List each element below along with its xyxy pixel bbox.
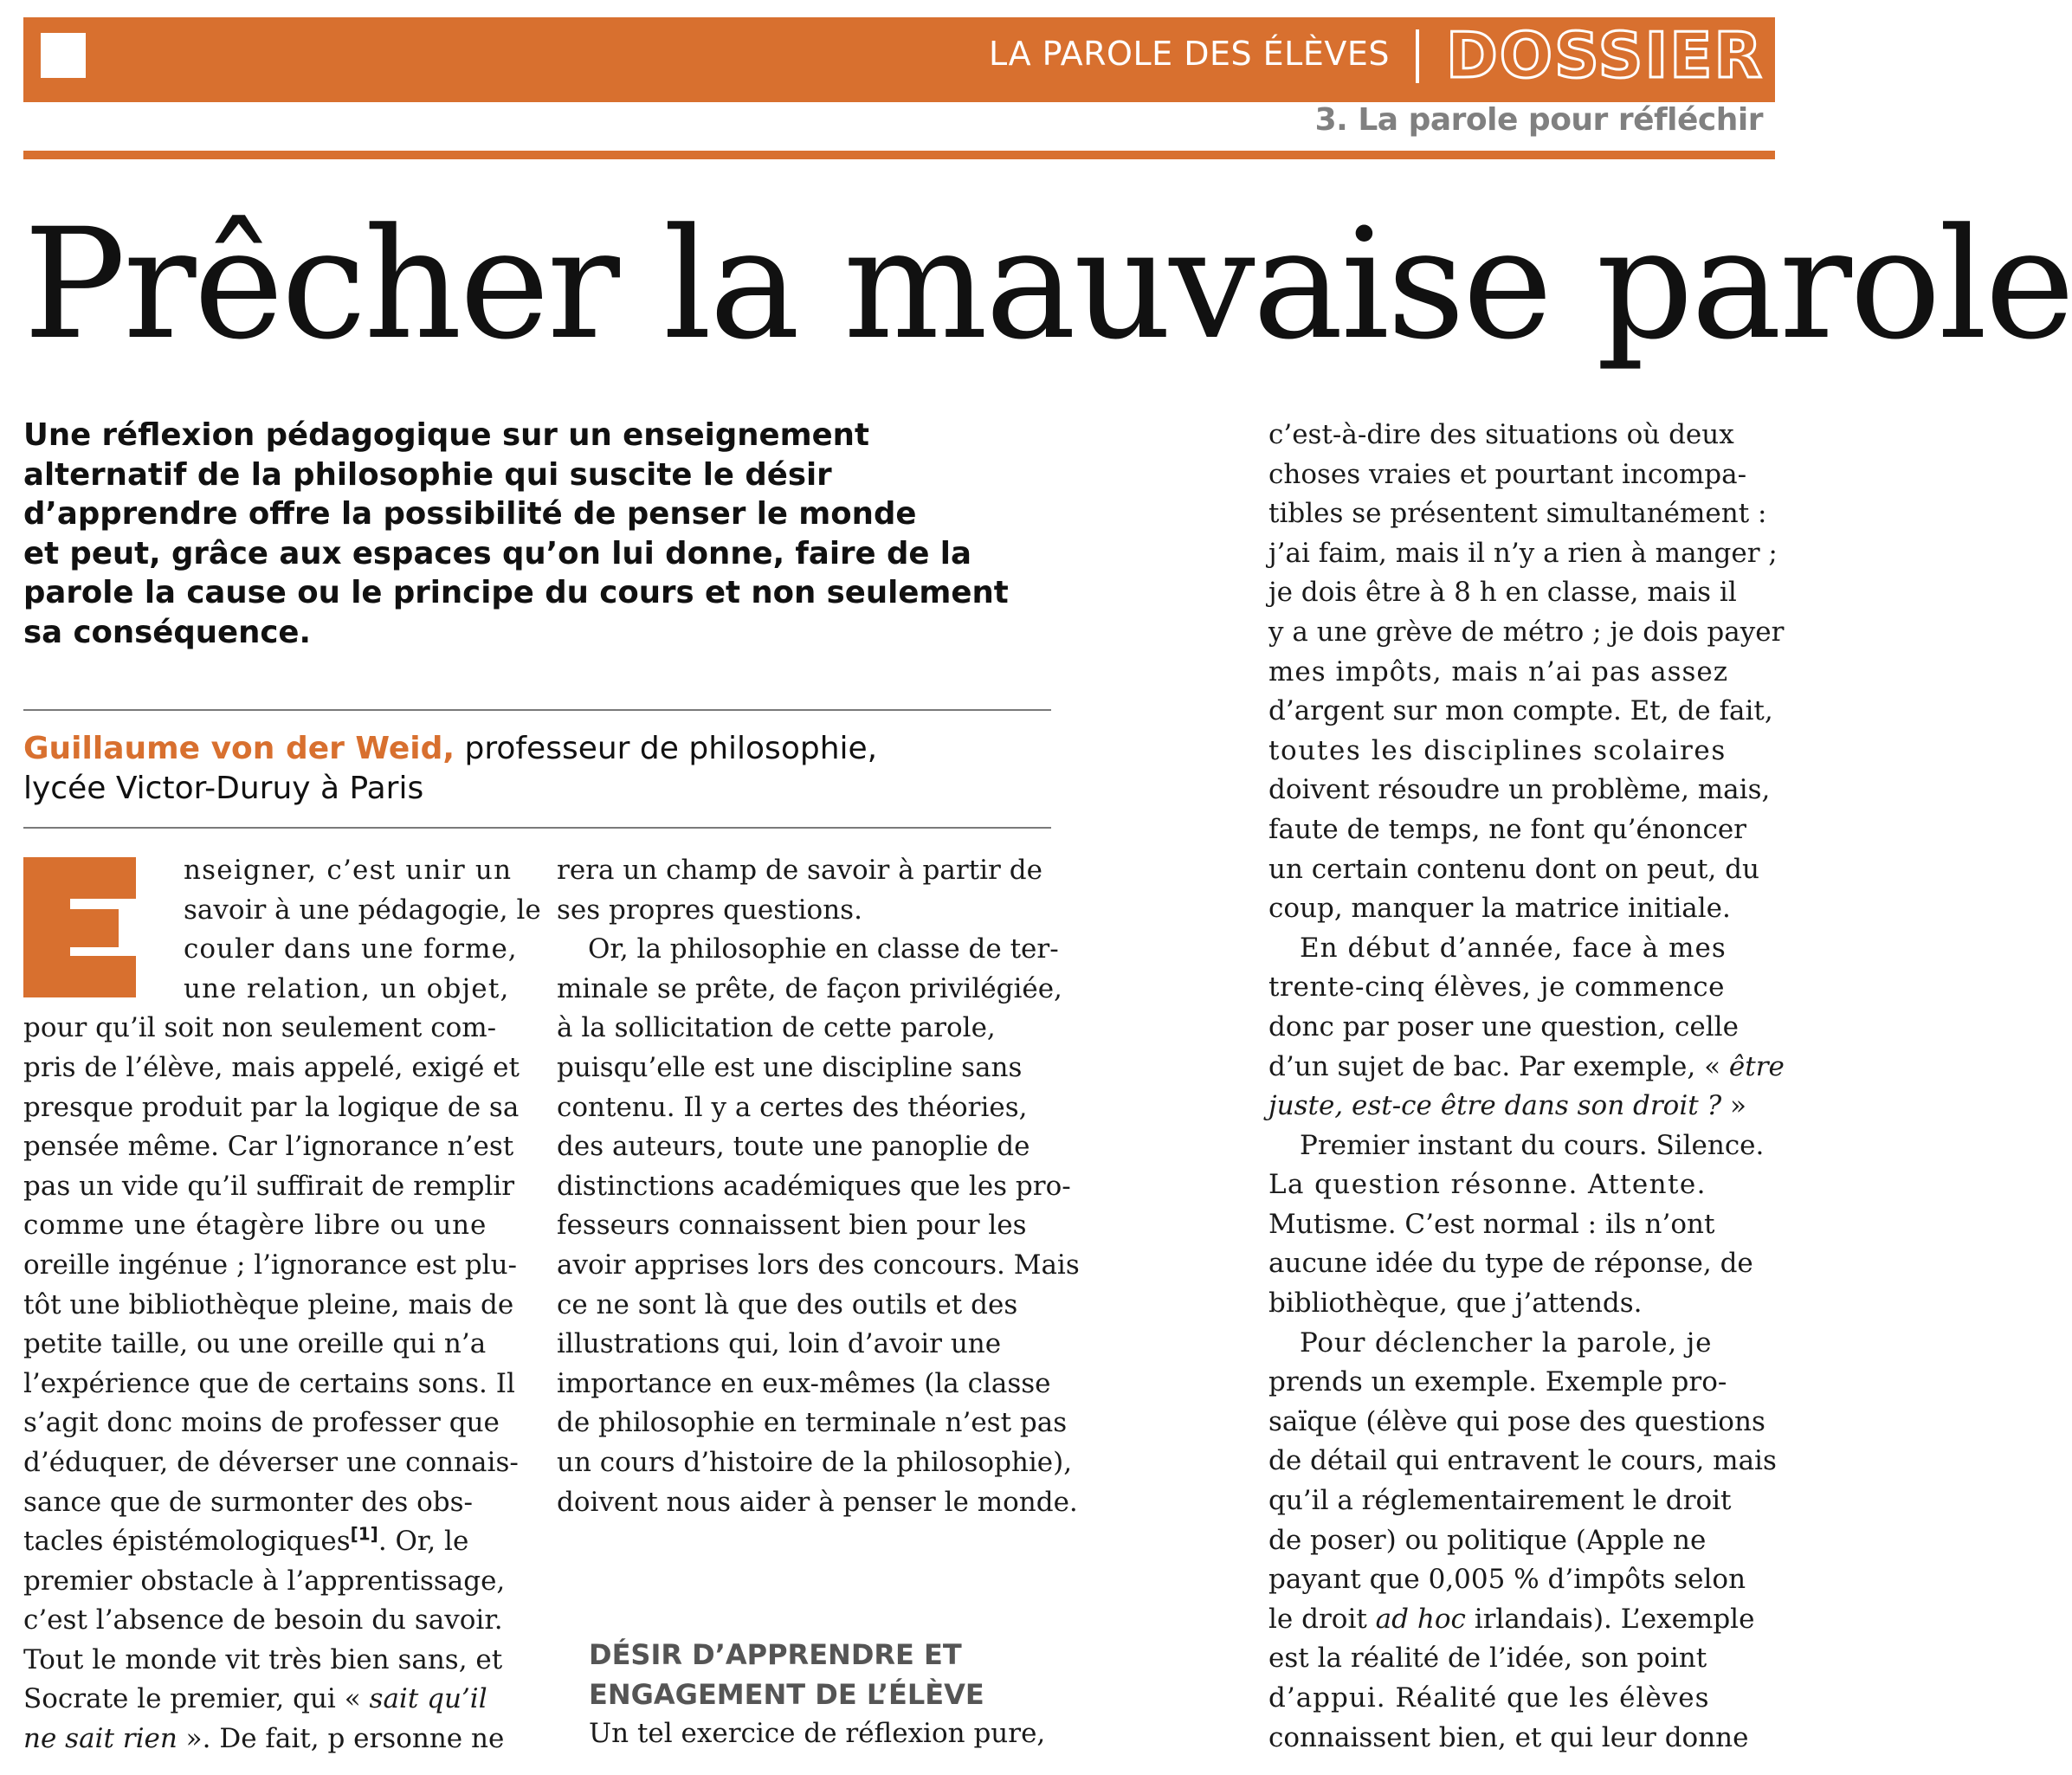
body-line: sance que de surmonter des obs- bbox=[23, 1486, 474, 1518]
body-text: Socrate le premier, qui « bbox=[23, 1683, 370, 1715]
lead-line: Une réflexion pédagogique sur un enseignement bbox=[23, 417, 869, 453]
body-line: comme une étagère libre ou une bbox=[23, 1210, 487, 1242]
subsection-title: 3. La parole pour réfléchir bbox=[1314, 102, 1763, 138]
body-line: presque produit par la logique de sa bbox=[23, 1091, 520, 1123]
body-line: avoir apprises lors des concours. Mais bbox=[557, 1249, 1080, 1281]
lead-line: sa conséquence. bbox=[23, 614, 311, 650]
body-line: faute de temps, ne font qu’énoncer bbox=[1268, 813, 1746, 845]
body-line: Pour déclencher la parole, je bbox=[1300, 1326, 1713, 1359]
body-line: toutes les disciplines scolaires bbox=[1268, 734, 1727, 766]
body-line: de détail qui entravent le cours, mais bbox=[1268, 1445, 1777, 1477]
body-line: premier obstacle à l’apprentissage, bbox=[23, 1565, 506, 1597]
lead-line: d’apprendre offre la possibilité de penser le monde bbox=[23, 496, 917, 532]
body-line: trente-cinq élèves, je commence bbox=[1268, 971, 1726, 1004]
body-line: qu’il a réglementairement le droit bbox=[1268, 1485, 1732, 1517]
body-line: payant que 0,005 % d’impôts selon bbox=[1268, 1564, 1746, 1596]
body-line bbox=[23, 1720, 517, 1759]
body-line: minale se prête, de façon privilégiée, bbox=[557, 972, 1062, 1004]
quote-text: sait qu’il bbox=[369, 1683, 487, 1715]
column-2 bbox=[557, 851, 1080, 1522]
lead-line: alternatif de la philosophie qui suscite le désir bbox=[23, 456, 832, 493]
body-line: fesseurs connaissent bien pour les bbox=[557, 1210, 1027, 1242]
header-square-icon bbox=[41, 33, 86, 78]
body-line: puisqu’elle est une discipline sans bbox=[557, 1051, 1023, 1083]
body-line: importance en eux-mêmes (la classe bbox=[557, 1367, 1051, 1399]
body-line: Or, la philosophie en classe de ter- bbox=[588, 933, 1059, 965]
author-role: professeur de philosophie, bbox=[455, 731, 878, 766]
body-line: prends un exemple. Exemple pro- bbox=[1268, 1366, 1727, 1398]
author-affiliation: lycée Victor-Duruy à Paris bbox=[23, 771, 424, 806]
dossier-label: DOSSIER bbox=[1446, 19, 1764, 92]
quote-text: ne sait rien bbox=[23, 1723, 178, 1755]
lead-line: et peut, grâce aux espaces qu’on lui donne, faire de la bbox=[23, 535, 971, 571]
body-line: un cours d’histoire de la philosophie), bbox=[557, 1446, 1073, 1478]
byline-top-rule bbox=[23, 709, 1051, 711]
body-line: un certain contenu dont on peut, du bbox=[1268, 853, 1759, 885]
body-line: En début d’année, face à mes bbox=[1300, 932, 1727, 964]
body-line: de poser) ou politique (Apple ne bbox=[1268, 1524, 1707, 1556]
body-line bbox=[23, 1522, 517, 1562]
section-label: LA PAROLE DES ÉLÈVES bbox=[989, 35, 1390, 73]
body-line: d’argent sur mon compte. Et, de fait, bbox=[1268, 695, 1773, 727]
body-line: petite taille, ou une oreille qui n’a bbox=[23, 1328, 487, 1360]
body-line: ce ne sont là que des outils et des bbox=[557, 1288, 1018, 1320]
body-line: doivent nous aider à penser le monde. bbox=[557, 1486, 1078, 1518]
body-line bbox=[1268, 1087, 1762, 1126]
quote-text: être bbox=[1728, 1050, 1785, 1082]
lead-line: parole la cause ou le principe du cours et non seulement bbox=[23, 575, 1009, 610]
section-subhead bbox=[589, 1635, 984, 1714]
body-line: des auteurs, toute une panoplie de bbox=[557, 1131, 1030, 1163]
body-line: contenu. Il y a certes des théories, bbox=[557, 1091, 1028, 1123]
quote-text: juste, est-ce être dans son droit ? bbox=[1268, 1090, 1722, 1122]
column-1 bbox=[23, 851, 541, 1759]
italic-text: ad hoc bbox=[1375, 1603, 1466, 1635]
subhead-line: DÉSIR D’APPRENDRE ET bbox=[589, 1638, 962, 1671]
body-line: donc par poser une question, celle bbox=[1268, 1010, 1739, 1042]
body-line: c’est-à-dire des situations où deux bbox=[1268, 419, 1734, 450]
body-line: tibles se présentent simultanément : bbox=[1268, 498, 1767, 530]
body-line: connaissent bien, et qui leur donne bbox=[1268, 1721, 1749, 1753]
byline bbox=[23, 729, 1054, 809]
column-3 bbox=[1268, 416, 1785, 1758]
column-2-continued bbox=[589, 1714, 1074, 1754]
body-line: mes impôts, mais n’ai pas assez bbox=[1268, 655, 1729, 687]
body-line bbox=[1268, 1600, 1762, 1640]
body-line: saïque (élève qui pose des questions bbox=[1268, 1405, 1765, 1437]
body-line: y a une grève de métro ; je dois payer bbox=[1268, 616, 1785, 648]
footnote-ref[interactable]: [1] bbox=[350, 1523, 378, 1545]
body-line: couler dans une forme, bbox=[184, 933, 518, 965]
body-line: l’expérience que de certains sons. Il bbox=[23, 1367, 515, 1399]
body-line bbox=[1268, 1048, 1785, 1088]
body-line: est la réalité de l’idée, son point bbox=[1268, 1643, 1707, 1675]
body-line: ses propres questions. bbox=[557, 894, 862, 926]
body-line: je dois être à 8 h en classe, mais il bbox=[1268, 577, 1737, 609]
body-line: de philosophie en terminale n’est pas bbox=[557, 1407, 1068, 1439]
body-line: pensée même. Car l’ignorance n’est bbox=[23, 1131, 514, 1163]
body-line: c’est l’absence de besoin du savoir. bbox=[23, 1604, 503, 1636]
orange-rule bbox=[23, 151, 1775, 159]
body-line: coup, manquer la matrice initiale. bbox=[1268, 893, 1731, 925]
body-text: le droit bbox=[1268, 1603, 1376, 1635]
body-line: savoir à une pédagogie, le bbox=[184, 894, 541, 926]
body-text: d’un sujet de bac. Par exemple, « bbox=[1268, 1050, 1729, 1082]
body-line: La question résonne. Attente. bbox=[1268, 1169, 1707, 1201]
body-line: nseigner, c’est unir un bbox=[184, 855, 513, 886]
subhead-line: ENGAGEMENT DE L’ÉLÈVE bbox=[589, 1678, 984, 1711]
body-text: ». De fait, p ersonne ne bbox=[177, 1723, 505, 1755]
body-line: d’éduquer, de déverser une connais- bbox=[23, 1446, 519, 1478]
body-line: Tout le monde vit très bien sans, et bbox=[23, 1643, 503, 1675]
body-line: pris de l’élève, mais appelé, exigé et bbox=[23, 1051, 520, 1083]
article-lead bbox=[23, 416, 1062, 652]
body-line: oreille ingénue ; l’ignorance est plu- bbox=[23, 1249, 518, 1281]
header-bar bbox=[23, 17, 1775, 102]
body-line: choses vraies et pourtant incompa- bbox=[1268, 458, 1747, 490]
body-line: à la sollicitation de cette parole, bbox=[557, 1012, 996, 1044]
body-line bbox=[23, 1680, 517, 1720]
body-line: illustrations qui, loin d’avoir une bbox=[557, 1328, 1002, 1360]
article-title: Prêcher la mauvaise parole bbox=[23, 196, 2072, 373]
body-line: Un tel exercice de réflexion pure, bbox=[589, 1718, 1046, 1749]
body-line: j’ai faim, mais il n’y a rien à manger ; bbox=[1268, 537, 1778, 569]
body-line: doivent résoudre un problème, mais, bbox=[1268, 774, 1771, 806]
body-line: d’appui. Réalité que les élèves bbox=[1268, 1682, 1710, 1714]
body-line: bibliothèque, que j’attends. bbox=[1268, 1288, 1643, 1320]
body-line: aucune idée du type de réponse, de bbox=[1268, 1248, 1753, 1280]
body-text: . Or, le bbox=[378, 1526, 469, 1558]
body-line: pas un vide qu’il suffirait de remplir bbox=[23, 1170, 515, 1202]
body-line: s’agit donc moins de professer que bbox=[23, 1407, 500, 1439]
body-line: Mutisme. C’est normal : ils n’ont bbox=[1268, 1208, 1715, 1240]
header-divider bbox=[1416, 29, 1419, 83]
body-text: tacles épistémologiques bbox=[23, 1526, 351, 1558]
byline-bottom-rule bbox=[23, 827, 1051, 829]
body-line: pour qu’il soit non seulement com- bbox=[23, 1012, 497, 1044]
body-text: irlandais). L’exemple bbox=[1465, 1603, 1755, 1635]
body-line: une relation, un objet, bbox=[184, 972, 510, 1004]
body-line: distinctions académiques que les pro- bbox=[557, 1170, 1071, 1202]
body-line: Premier instant du cours. Silence. bbox=[1300, 1129, 1765, 1161]
author-name: Guillaume von der Weid, bbox=[23, 731, 455, 766]
body-line: tôt une bibliothèque pleine, mais de bbox=[23, 1288, 514, 1320]
body-line: rera un champ de savoir à partir de bbox=[557, 855, 1042, 886]
body-text: » bbox=[1721, 1090, 1747, 1122]
